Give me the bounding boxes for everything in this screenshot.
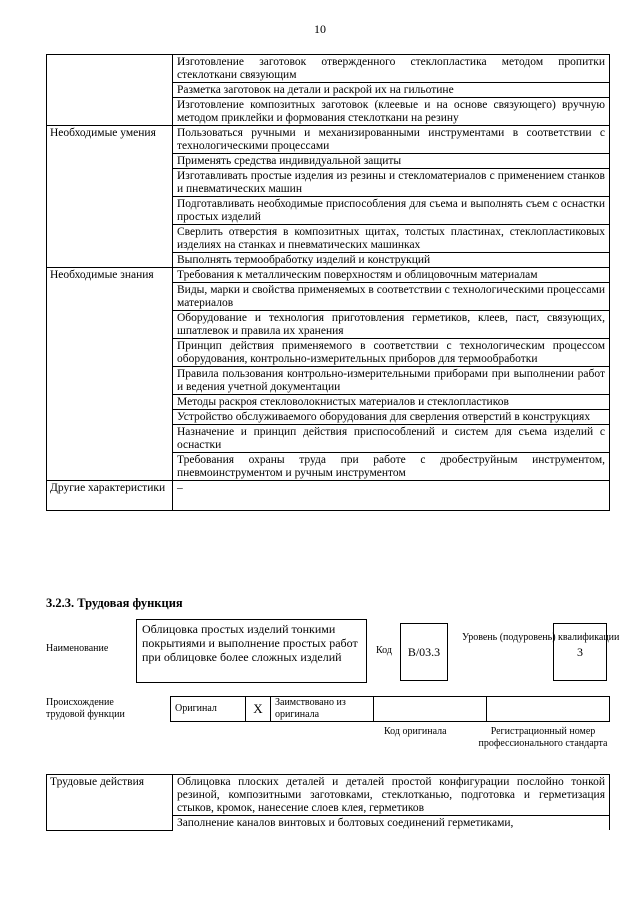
table-row: Сверлить отверстия в композитных щитах, толстых пластинах, стеклопластиковых изделиях на станках и пневматических машинках [173,225,610,253]
table-row: Заполнение каналов винтовых и болтовых соединений герметиками, [173,816,610,831]
origin-table [170,696,610,722]
table-row: Виды, марки и свойства применяемых в соответствии с технологическими процессами материалов [173,283,610,311]
requirements-table [46,54,610,511]
other-value: – [173,481,610,511]
code-original-field [374,697,487,722]
actions-table [46,774,610,831]
table-row: Подготавливать необходимые приспособления для съема и выполнять съем с оснастки простых изделий [173,197,610,225]
page-number: 10 [314,22,326,36]
level-label: Уровень (подуровень) квалификации [462,632,620,643]
code-field: B/03.3 [400,623,448,681]
table-row: Принцип действия применяемого в соответствии с технологическим процессом оборудования, контрольно-измерительных приборов для термообработки [173,339,610,367]
table-row: Правила пользования контрольно-измерительными приборами при выполнении работ и ведения учетной документации [173,367,610,395]
borrowed-label: Заимствовано из оригинала [271,697,374,722]
table-row: Требования охраны труда при работе с дробеструйным инструментом, пневмоинструментом и ручным инструментом [173,453,610,481]
table-row: Изготавливать простые изделия из резины и стекломатериалов с применением станков и пневматических машин [173,169,610,197]
level-field: 3 [553,623,607,681]
table-row: Методы раскроя стекловолокнистых материалов и стеклопластиков [173,395,610,410]
reg-number-caption: Регистрационный номер профессионального стандарта [478,726,608,749]
reg-number-field [487,697,610,722]
original-label: Оригинал [171,697,246,722]
table-row: Облицовка плоских деталей и деталей простой конфигурации послойно тонкой резиной, композитными заготовками, стеклотканью, подготовка и герметизация стыков, кромок, нанесение слоев клея, герметиков [173,775,610,816]
origin-label: Происхождение трудовой функции [46,697,125,720]
original-mark: X [246,697,271,722]
code-label: Код [376,645,392,656]
section-title: 3.2.3. Трудовая функция [46,596,183,610]
table-row: Разметка заготовок на детали и раскрой их на гильотине [173,83,610,98]
table-row: Изготовление заготовок отвержденного стеклопластика методом пропитки стеклоткани связующим [173,55,610,83]
function-name-field: Облицовка простых изделий тонкими покрытиями и выполнение простых работ при облицовке более сложных изделий [136,619,367,683]
empty-label-cell [47,55,173,126]
table-row: Устройство обслуживаемого оборудования для сверления отверстий в конструкциях [173,410,610,425]
table-row: Оборудование и технология приготовления герметиков, клеев, паст, связующих, шпатлевок и правила их хранения [173,311,610,339]
knowledge-label: Необходимые знания [47,268,173,481]
table-row: Выполнять термообработку изделий и конструкций [173,253,610,268]
name-label: Наименование [46,643,109,654]
table-row: Изготовление композитных заготовок (клеевые и на основе связующего) вручную методом приклейки и формования стеклоткани на резину [173,98,610,126]
code-original-caption: Код оригинала [384,726,447,737]
skills-label: Необходимые умения [47,126,173,268]
table-row: Применять средства индивидуальной защиты [173,154,610,169]
other-label: Другие характеристики [47,481,173,511]
actions-label: Трудовые действия [47,775,173,831]
table-row: Пользоваться ручными и механизированными инструментами в соответствии с технологическими процессами [173,126,610,154]
table-row: Требования к металлическим поверхностям и облицовочным материалам [173,268,610,283]
table-row: Назначение и принцип действия приспособлений и систем для съема изделий с оснастки [173,425,610,453]
